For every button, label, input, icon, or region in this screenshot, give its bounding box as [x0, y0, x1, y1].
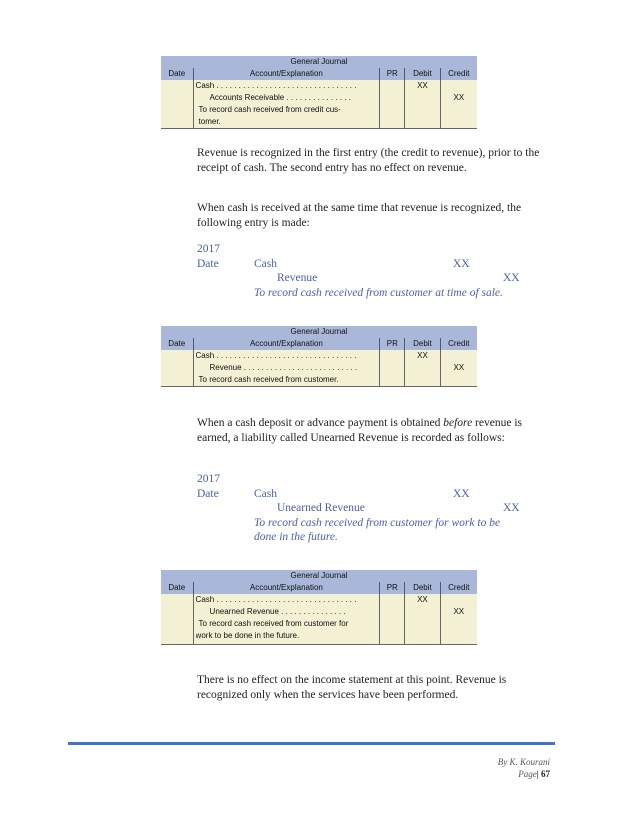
credit-header: Credit: [440, 338, 477, 350]
paragraph-income-statement: There is no effect on the income statement at this point. Revenue is recognized only when the services have been performed.: [197, 674, 507, 701]
debit-header: Debit: [405, 338, 440, 350]
pr-cell: [380, 350, 405, 387]
general-journal-table-1: [161, 56, 477, 129]
pr-cell: [380, 594, 405, 645]
credit-amount: XX: [453, 93, 465, 102]
emphasis-before: before: [443, 417, 473, 429]
entry-explanation: To record cash received from customer at time of sale.: [254, 286, 503, 299]
entry-debit-account: Cash: [254, 487, 277, 500]
debit-account: Cash . . . . . . . . . . . . . . . . . . . . . . . . . . . . . . . .: [195, 351, 357, 360]
paragraph-revenue-recognized: Revenue is recognized in the first entry (the credit to revenue), prior to the receipt of cash. The second entry has no effect on revenue.: [197, 147, 540, 174]
credit-amount: XX: [453, 607, 465, 616]
footer-rule: [68, 742, 555, 745]
account-header: Account/Explanation: [193, 68, 380, 80]
debit-account: Cash . . . . . . . . . . . . . . . . . . . . . . . . . . . . . . . .: [195, 595, 357, 604]
credit-cell: [440, 594, 477, 645]
journal-title: General Journal: [161, 570, 477, 582]
page-separator: |: [536, 769, 539, 779]
credit-cell: [440, 80, 477, 129]
entry-credit-amount: XX: [503, 272, 520, 284]
credit-amount: XX: [453, 363, 465, 372]
entry-explanation-line-2: done in the future.: [254, 531, 338, 543]
debit-amount: XX: [417, 81, 428, 90]
date-cell: [161, 350, 193, 387]
journal-title: General Journal: [161, 326, 477, 338]
journal-entry-example-1: [197, 242, 537, 300]
date-header: Date: [161, 582, 193, 594]
date-header: Date: [161, 338, 193, 350]
general-journal-table-3: [161, 570, 477, 645]
page-number: 67: [541, 769, 550, 779]
credit-cell: [440, 350, 477, 387]
pr-header: PR: [380, 68, 405, 80]
paragraph-unearned-revenue: When a cash deposit or advance payment is obtained before revenue is earned, a liability called Unearned Revenue is recorded as follows:: [197, 417, 522, 444]
entry-debit-amount: XX: [453, 487, 470, 500]
footer-page: [518, 769, 550, 779]
paragraph-cash-same-time: When cash is received at the same time that revenue is recognized, the following entry is made:: [197, 202, 522, 229]
credit-account: Accounts Receivable . . . . . . . . . . . . . . .: [209, 93, 351, 102]
entry-debit-account: Cash: [254, 257, 277, 270]
debit-cell: [405, 594, 440, 645]
explanation-line-1: To record cash received from customer.: [198, 375, 339, 384]
debit-amount: XX: [417, 595, 428, 604]
entry-year: 2017: [197, 473, 220, 485]
debit-account: Cash . . . . . . . . . . . . . . . . . . . . . . . . . . . . . . . .: [195, 81, 357, 90]
entry-credit-account: Unearned Revenue: [277, 502, 365, 514]
footer-author: By K. Kourani: [497, 757, 550, 767]
credit-header: Credit: [440, 68, 477, 80]
account-cell: [193, 350, 380, 387]
debit-cell: [405, 80, 440, 129]
account-header: Account/Explanation: [193, 582, 380, 594]
entry-explanation-line-1: To record cash received from customer for work to be: [254, 516, 501, 529]
explanation-line-1: To record cash received from customer for: [198, 619, 349, 628]
date-header: Date: [161, 68, 193, 80]
explanation-line-1: To record cash received from credit cus-: [198, 105, 341, 114]
pr-header: PR: [380, 338, 405, 350]
credit-header: Credit: [440, 582, 477, 594]
page-label: Page: [518, 769, 537, 779]
explanation-line-2: tomer.: [198, 117, 221, 126]
credit-account: Revenue . . . . . . . . . . . . . . . . . . . . . . . . . .: [209, 363, 358, 372]
explanation-line-2: work to be done in the future.: [195, 631, 300, 640]
date-cell: [161, 80, 193, 129]
account-cell: [193, 594, 380, 645]
general-journal-table-2: [161, 326, 477, 387]
pr-header: PR: [380, 582, 405, 594]
journal-title: General Journal: [161, 56, 477, 68]
entry-date: Date: [197, 257, 219, 270]
credit-account: Unearned Revenue . . . . . . . . . . . . . . .: [209, 607, 346, 616]
debit-cell: [405, 350, 440, 387]
date-cell: [161, 594, 193, 645]
debit-header: Debit: [405, 582, 440, 594]
pr-cell: [380, 80, 405, 129]
entry-debit-amount: XX: [453, 257, 470, 270]
entry-credit-account: Revenue: [277, 272, 318, 284]
entry-year: 2017: [197, 243, 220, 255]
account-cell: [193, 80, 380, 129]
entry-credit-amount: XX: [503, 502, 520, 514]
account-header: Account/Explanation: [193, 338, 380, 350]
debit-amount: XX: [417, 351, 428, 360]
entry-date: Date: [197, 487, 219, 500]
debit-header: Debit: [405, 68, 440, 80]
journal-entry-example-2: [197, 472, 537, 545]
